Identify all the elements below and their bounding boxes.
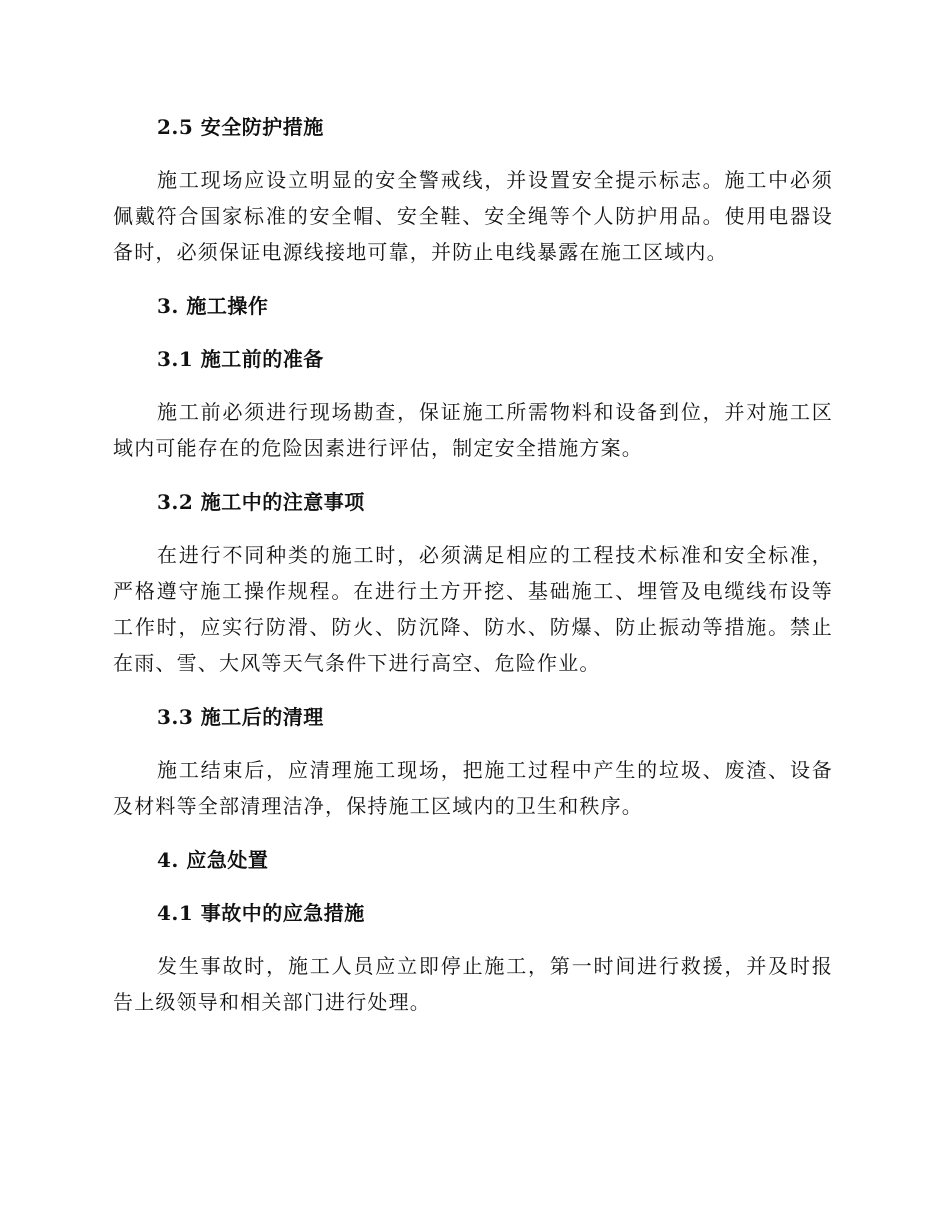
section-heading-3-1: 3.1 施工前的准备 xyxy=(157,347,324,371)
paragraph-precautions: 在进行不同种类的施工时，必须满足相应的工程技术标准和安全标准，严格遵守施工操作规程。在进行土方开挖、基础施工、埋管及电缆线布设等工作时，应实行防滑、防火、防沉降、防水、防爆、防止振动等措施。禁止在雨、雪、大风等天气条件下进行高空、危险作业。 xyxy=(113,543,833,675)
section-heading-3: 3. 施工操作 xyxy=(157,294,269,318)
section-heading-2-5: 2.5 安全防护措施 xyxy=(157,115,324,139)
section-heading-4: 4. 应急处置 xyxy=(157,848,269,872)
paragraph-preparation: 施工前必须进行现场勘查，保证施工所需物料和设备到位，并对施工区域内可能存在的危险因素进行评估，制定安全措施方案。 xyxy=(113,400,833,460)
paragraph-safety-measures: 施工现场应设立明显的安全警戒线，并设置安全提示标志。施工中必须佩戴符合国家标准的安全帽、安全鞋、安全绳等个人防护用品。使用电器设备时，必须保证电源线接地可靠，并防止电线暴露在施工区域内。 xyxy=(113,168,833,264)
section-heading-4-1: 4.1 事故中的应急措施 xyxy=(157,901,365,925)
section-heading-3-2: 3.2 施工中的注意事项 xyxy=(157,490,365,514)
section-heading-3-3: 3.3 施工后的清理 xyxy=(157,705,324,729)
paragraph-cleanup: 施工结束后，应清理施工现场，把施工过程中产生的垃圾、废渣、设备及材料等全部清理洁净，保持施工区域内的卫生和秩序。 xyxy=(113,758,833,818)
paragraph-emergency-measures: 发生事故时，施工人员应立即停止施工，第一时间进行救援，并及时报告上级领导和相关部门进行处理。 xyxy=(113,954,833,1014)
